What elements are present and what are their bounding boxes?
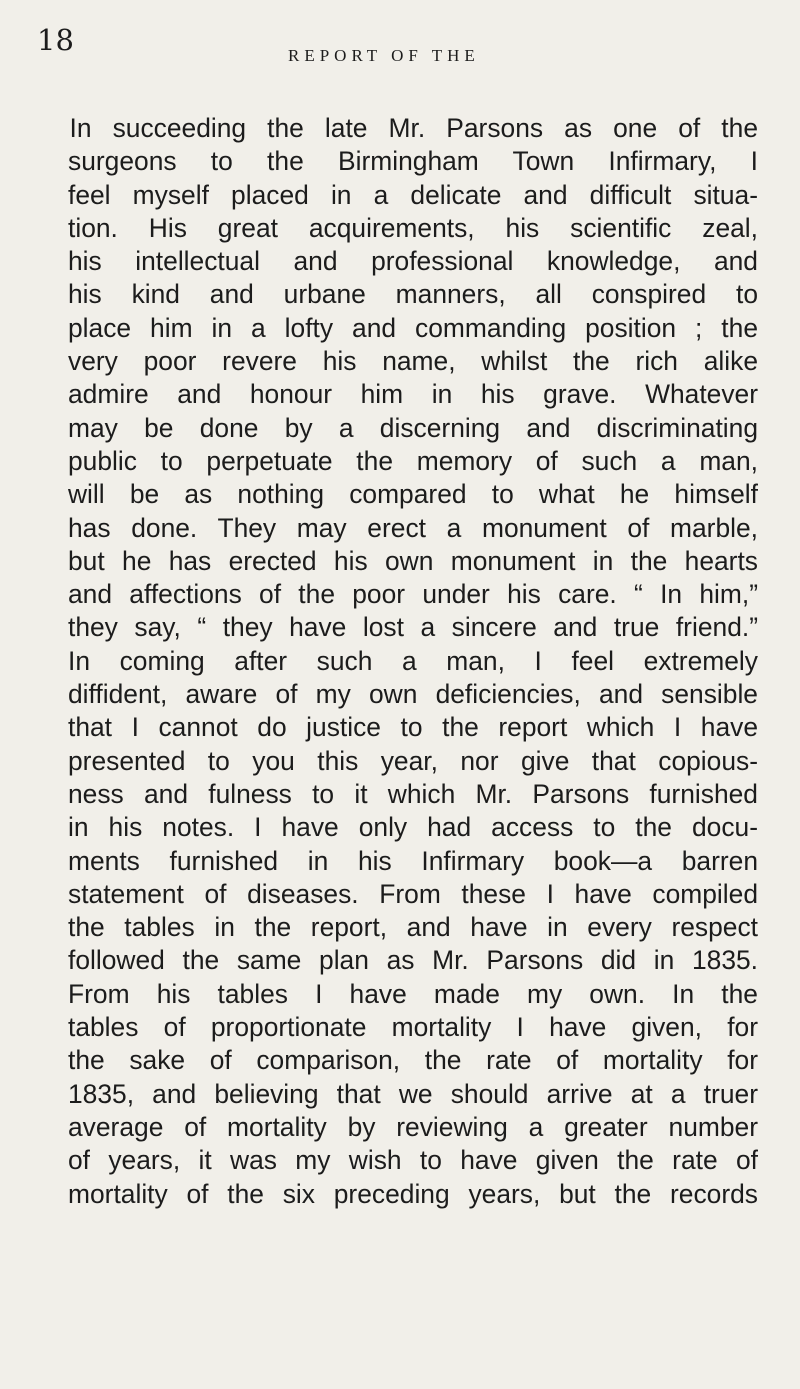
text-line: statement of diseases. From these I have compiled [68,878,758,909]
text-line: has done. They may erect a monument of marble, [68,512,758,543]
text-line: mortality of the six preceding years, but the records [68,1178,758,1209]
text-line: of years, it was my wish to have given the rate of [68,1145,758,1176]
text-line: From his tables I have made my own. In the [68,978,758,1009]
page-number: 18 [37,23,74,57]
text-line: his kind and urbane manners, all conspired to [68,279,758,310]
text-line: may be done by a discerning and discriminating [68,412,758,443]
text-line: the sake of comparison, the rate of mortality for [68,1045,758,1076]
text-line: tion. His great acquirements, his scientific zeal, [68,212,758,243]
text-line: but he has erected his own monument in the hearts [68,545,758,576]
text-line: public to perpetuate the memory of such a man, [68,445,758,476]
text-line: the tables in the report, and have in every respect [68,912,758,943]
text-line: average of mortality by reviewing a greater number [68,1111,758,1142]
text-line: 1835, and believing that we should arrive at a truer [68,1078,758,1109]
text-line: ness and fulness to it which Mr. Parsons furnished [68,778,758,809]
text-line: feel myself placed in a delicate and difficult situa- [68,179,758,210]
text-line: in his notes. I have only had access to the docu- [68,812,758,843]
text-line: presented to you this year, nor give that copious- [68,745,758,776]
text-line: very poor revere his name, whilst the rich alike [68,346,758,377]
text-line: and affections of the poor under his care. “ In him,” [68,579,758,610]
text-line: place him in a lofty and commanding position ; the [68,312,758,343]
text-line: that I cannot do justice to the report which I have [68,712,758,743]
text-line: ments furnished in his Infirmary book—a barren [68,845,758,876]
text-line: diffident, aware of my own deficiencies, and sensible [68,679,758,710]
text-line: surgeons to the Birmingham Town Infirmary, I [68,146,758,177]
text-line: they say, “ they have lost a sincere and true friend.” [68,612,758,643]
running-head: REPORT OF THE [288,46,480,65]
text-line: will be as nothing compared to what he himself [68,479,758,510]
text-line: In succeeding the late Mr. Parsons as one of the [69,113,758,143]
text-line: his intellectual and professional knowledge, and [68,246,758,277]
body-text [68,112,758,1211]
text-line: In coming after such a man, I feel extremely [68,645,758,676]
text-line: admire and honour him in his grave. Whatever [68,379,758,410]
text-line: tables of proportionate mortality I have given, for [68,1012,758,1043]
text-line: followed the same plan as Mr. Parsons did in 1835. [68,945,758,976]
